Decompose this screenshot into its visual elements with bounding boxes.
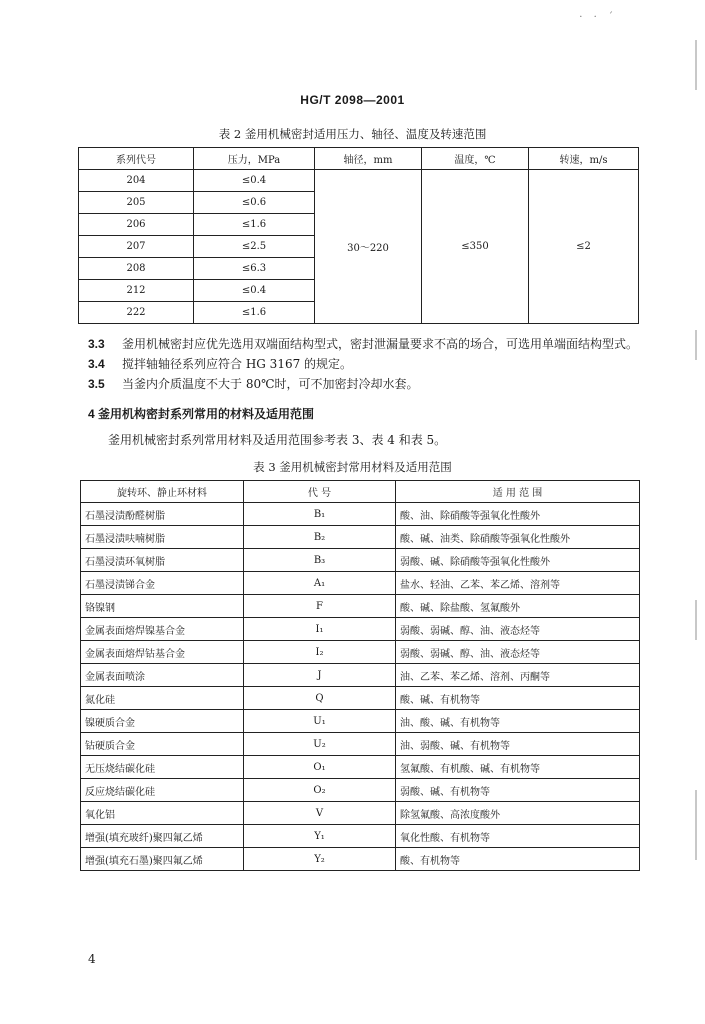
clause-number: 3.4 [88,357,105,371]
table-row [81,733,640,756]
table-row [81,572,640,595]
application-scope: 弱酸、碱、有机物等 [396,779,640,802]
series-code: 206 [79,214,194,236]
page-number: 4 [88,952,96,966]
application-scope: 酸、碱、油类、除硝酸等强氧化性酸外 [396,526,640,549]
clause-text: 釜用机械密封应优先选用双端面结构型式，密封泄漏量要求不高的场合，可选用单端面结构型式。 [122,337,639,351]
table2-header-cell: 压力，MPa [194,148,315,170]
table2 [78,147,639,324]
application-scope: 酸、碱、除盐酸、氢氟酸外 [396,595,640,618]
pressure-value: ≤0.6 [194,192,315,214]
application-scope: 盐水、轻油、乙苯、苯乙烯、溶剂等 [396,572,640,595]
application-scope: 酸、油、除硝酸等强氧化性酸外 [396,503,640,526]
application-scope: 油、弱酸、碱、有机物等 [396,733,640,756]
table3 [80,480,640,871]
table2-header-cell: 轴径，mm [315,148,422,170]
application-scope: 氧化性酸、有机物等 [396,825,640,848]
table-row [81,825,640,848]
pressure-value: ≤0.4 [194,170,315,192]
material-code: B₁ [244,503,396,526]
application-scope: 除氢氟酸、高浓度酸外 [396,802,640,825]
material-name: 石墨浸渍酚醛树脂 [81,503,244,526]
material-code: O₂ [244,779,396,802]
series-code: 212 [79,280,194,302]
material-name: 金属表面熔焊镍基合金 [81,618,244,641]
table3-caption: 表 3 釜用机械密封常用材料及适用范围 [253,460,452,474]
table-row [81,618,640,641]
series-code: 222 [79,302,194,324]
clause-number: 3.3 [88,337,105,351]
series-code: 207 [79,236,194,258]
pressure-value: ≤6.3 [194,258,315,280]
table2-header-cell: 系列代号 [79,148,194,170]
material-name: 金属表面熔焊钴基合金 [81,641,244,664]
clause-3-5 [88,375,419,393]
table3-header-cell: 旋转环、静止环材料 [81,481,244,503]
section-4-title: 4 釜用机构密封系列常用的材料及适用范围 [88,407,315,421]
material-name: 钴硬质合金 [81,733,244,756]
speed-range: ≤2 [529,170,639,324]
scan-edge-mark [695,790,697,860]
clause-text: 当釜内介质温度不大于 80℃时，可不加密封冷却水套。 [122,377,419,391]
series-code: 208 [79,258,194,280]
material-code: V [244,802,396,825]
application-scope: 油、酸、碱、有机物等 [396,710,640,733]
table-row [81,641,640,664]
pressure-value: ≤0.4 [194,280,315,302]
material-code: Y₂ [244,848,396,871]
scan-edge-mark [695,330,697,360]
application-scope: 油、乙苯、苯乙烯、溶剂、丙酮等 [396,664,640,687]
material-code: U₁ [244,710,396,733]
material-code: B₃ [244,549,396,572]
table3-header-cell: 适 用 范 围 [396,481,640,503]
application-scope: 弱酸、弱碱、醇、油、液态烃等 [396,641,640,664]
shaft-diameter-range: 30～220 [315,170,422,324]
pressure-value: ≤2.5 [194,236,315,258]
table-row [81,779,640,802]
table-row [81,756,640,779]
table-row [81,687,640,710]
material-code: F [244,595,396,618]
material-code: Y₁ [244,825,396,848]
application-scope: 酸、碱、有机物等 [396,687,640,710]
material-code: I₂ [244,641,396,664]
document-header: HG/T 2098—2001 [300,93,405,107]
pressure-value: ≤1.6 [194,214,315,236]
series-code: 205 [79,192,194,214]
table-row [81,526,640,549]
clause-text: 搅拌轴轴径系列应符合 HG 3167 的规定。 [122,357,353,371]
table-row [81,549,640,572]
clause-3-3 [88,335,638,353]
material-code: J [244,664,396,687]
application-scope: 弱酸、弱碱、醇、油、液态烃等 [396,618,640,641]
table-row [81,595,640,618]
table2-header-cell: 转速，m/s [529,148,639,170]
material-code: O₁ [244,756,396,779]
clause-3-4 [88,355,352,373]
material-name: 镍硬质合金 [81,710,244,733]
material-code: I₁ [244,618,396,641]
material-code: A₁ [244,572,396,595]
table3-header-row [81,481,640,503]
material-name: 反应烧结碳化硅 [81,779,244,802]
material-name: 金属表面喷涂 [81,664,244,687]
scan-edge-mark [695,600,697,640]
material-code: Q [244,687,396,710]
temperature-range: ≤350 [422,170,529,324]
table-row [81,802,640,825]
table-row [81,848,640,871]
material-name: 增强(填充石墨)聚四氟乙烯 [81,848,244,871]
material-name: 石墨浸渍呋喃树脂 [81,526,244,549]
table2-header-row [79,148,639,170]
scan-edge-mark [695,40,697,90]
material-name: 无压烧结碳化硅 [81,756,244,779]
corner-scan-marks: · · ˊ [579,12,617,23]
material-name: 增强(填充玻纤)聚四氟乙烯 [81,825,244,848]
material-name: 石墨浸渍环氧树脂 [81,549,244,572]
material-code: U₂ [244,733,396,756]
application-scope: 氢氟酸、有机酸、碱、有机物等 [396,756,640,779]
material-name: 氧化铝 [81,802,244,825]
material-name: 氮化硅 [81,687,244,710]
section-4-intro: 釜用机械密封系列常用材料及适用范围参考表 3、表 4 和表 5。 [108,433,447,447]
clause-number: 3.5 [88,377,105,391]
table2-caption: 表 2 釜用机械密封适用压力、轴径、温度及转速范围 [218,127,487,141]
table-row [81,710,640,733]
table3-header-cell: 代 号 [244,481,396,503]
application-scope: 弱酸、碱、除硝酸等强氧化性酸外 [396,549,640,572]
series-code: 204 [79,170,194,192]
table-row [81,664,640,687]
material-name: 石墨浸渍锑合金 [81,572,244,595]
pressure-value: ≤1.6 [194,302,315,324]
material-code: B₂ [244,526,396,549]
material-name: 铬镍钢 [81,595,244,618]
application-scope: 酸、有机物等 [396,848,640,871]
table2-header-cell: 温度，℃ [422,148,529,170]
table-row [81,503,640,526]
table-row [79,170,639,192]
